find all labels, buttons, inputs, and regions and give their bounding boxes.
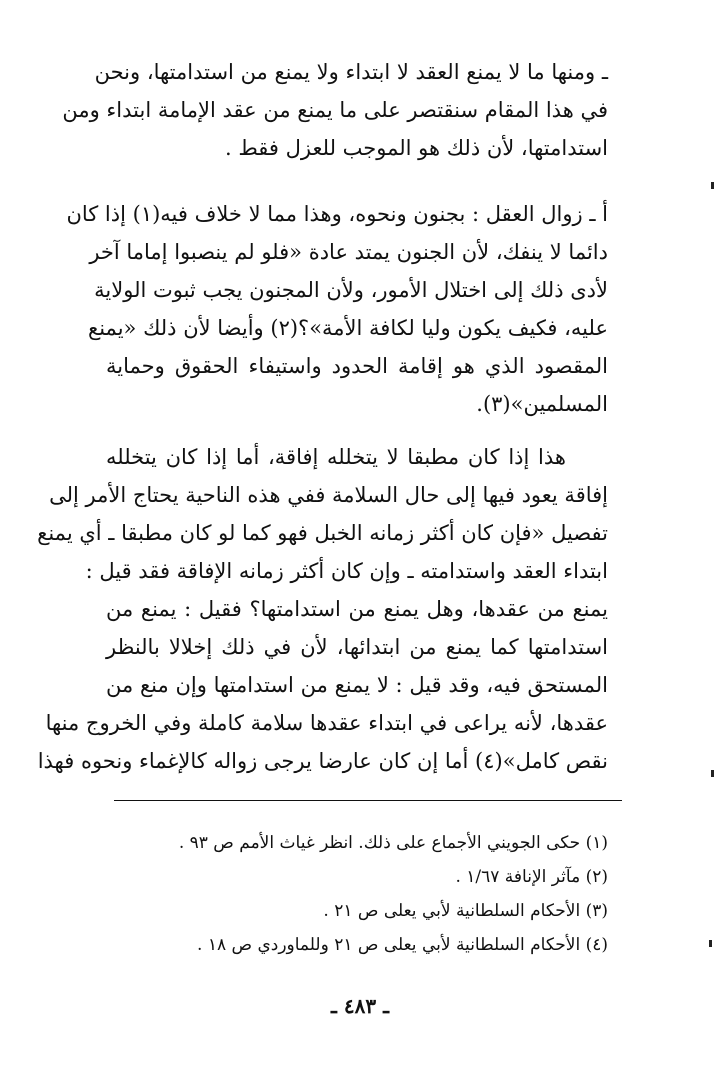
paragraph-line: استدامتها كما يمنع من ابتدائها، لأن في ذلك إخلالا بالنظر [106,635,608,659]
paragraph-line: تفصيل «فإن كان أكثر زمانه الخبل فهو كما لو كان مطبقا ـ أي يمنع [37,521,608,545]
paragraph-line: هذا إذا كان مطبقا لا يتخلله إفاقة، أما إذا كان يتخلله [106,445,566,469]
paragraph-line: عليه، فكيف يكون وليا لكافة الأمة»؟(٢) وأيضا لأن ذلك «يمنع [88,316,608,340]
paragraph-line: المسلمين»(٣). [476,392,608,416]
paragraph-line: يمنع من عقدها، وهل يمنع من استدامتها؟ فقيل : يمنع من [106,597,608,621]
paragraph-line: لأدى ذلك إلى اختلال الأمور، ولأن المجنون يجب ثبوت الولاية [94,278,608,302]
scan-edge-mark [709,940,712,947]
paragraph-3 [37,438,608,780]
paragraph-line: أ ـ زوال العقل : بجنون ونحوه، وهذا مما لا خلاف فيه(١) إذا كان [66,202,608,226]
paragraph-1 [62,53,608,167]
paragraph-line: نقص كامل»(٤) أما إن كان عارضا يرجى زواله كالإغماء ونحوه فهذا [37,749,608,773]
paragraph-line: المقصود الذي هو إقامة الحدود واستيفاء الحقوق وحماية [106,354,608,378]
scan-edge-mark [711,770,714,777]
scan-edge-mark [711,182,714,189]
paragraph-line: ابتداء العقد واستدامته ـ وإن كان أكثر زمانه الإفاقة فقد قيل : [85,559,608,583]
paragraph-line: عقدها، لأنه يراعى في ابتداء عقدها سلامة كاملة وفي الخروج منها [45,711,608,735]
paragraph-line: المستحق فيه، وقد قيل : لا يمنع من استدامتها وإن منع من [106,673,608,697]
footnote-2: (٢) مآثر الإنافة ١/٦٧ . [455,867,608,887]
footnote-3: (٣) الأحكام السلطانية لأبي يعلى ص ٢١ . [323,901,608,921]
paragraph-2 [66,195,608,423]
paragraph-line: دائما لا ينفك، لأن الجنون يمتد عادة «فلو لم ينصبوا إماما آخر [89,240,608,264]
paragraph-line: في هذا المقام سنقتصر على ما يمنع من عقد الإمامة ابتداء ومن [62,98,608,122]
footnote-4: (٤) الأحكام السلطانية لأبي يعلى ص ٢١ وللماوردي ص ١٨ . [197,935,608,955]
footnotes [108,826,608,962]
paragraph-line: ـ ومنها ما لا يمنع العقد لا ابتداء ولا يمنع من استدامتها، ونحن [94,60,608,84]
page-number: ـ ٤٨٣ ـ [331,994,389,1018]
footnote-divider [114,800,622,801]
footnote-1: (١) حكى الجويني الأجماع على ذلك. انظر غياث الأمم ص ٩٣ . [178,833,608,853]
paragraph-line: إفاقة يعود فيها إلى حال السلامة ففي هذه الناحية يحتاج الأمر إلى [49,483,608,507]
paragraph-line: استدامتها، لأن ذلك هو الموجب للعزل فقط . [225,136,608,160]
